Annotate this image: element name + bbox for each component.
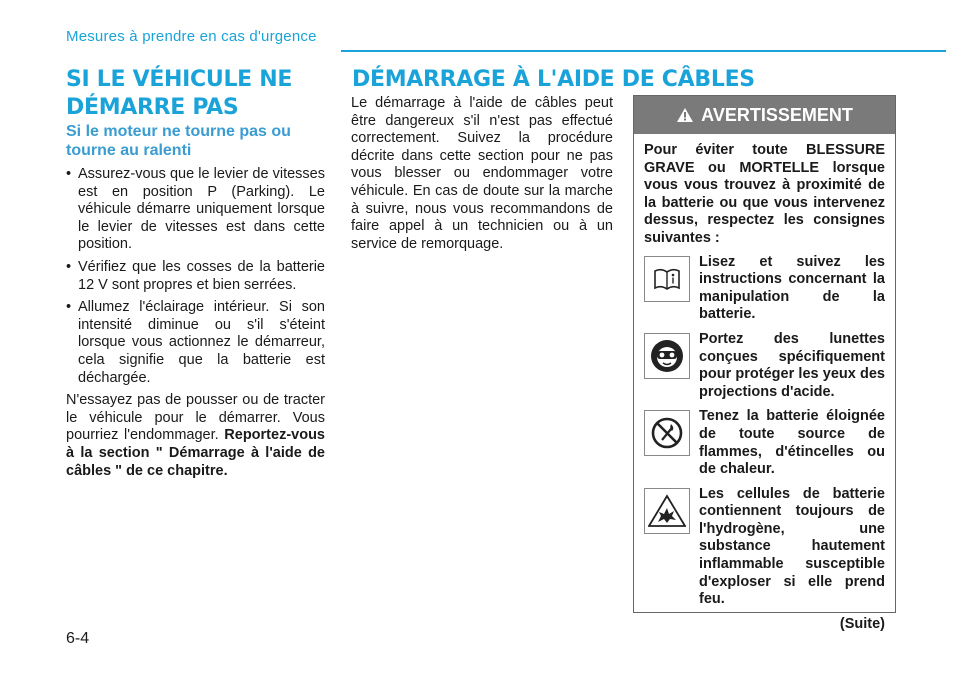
bullet-item: • Allumez l'éclairage intérieur. Si son intensité diminue ou s'il s'éteint lorsque vous actionnez le démarreur, cela signifie que la batterie est déchargée. [66,299,325,387]
left-body [66,166,325,480]
left-paragraph [66,392,325,480]
left-title-line1: SI LE VÉHICULE NE [66,67,293,92]
middle-body: Le démarrage à l'aide de câbles peut être dangereux s'il n'est pas effectué correctement. Suivez la procédure décrite dans cette section pour ne pas vous blesser ou endommager votre véhicule. En cas de doute sur la marche à suivre, nous vous recommandons de faire appel à un technicien ou à un service de remorquage. [351,95,613,252]
left-section-title [66,66,292,122]
warning-label: AVERTISSEMENT [701,104,853,125]
warning-item [644,331,885,401]
chapter-header: Mesures à prendre en cas d'urgence [66,28,317,45]
safety-goggles-icon [644,333,690,379]
warning-box [633,95,896,632]
warning-item-text: Lisez et suivez les instructions concernant la manipulation de la batterie. [699,253,885,323]
warning-item-text: Les cellules de batterie contiennent toujours de l'hydrogène, une substance hautement inflammable susceptible d'exploser si elle prend feu. [699,485,885,608]
warning-header [634,96,895,134]
warning-item-text: Portez des lunettes conçues spécifiquement pour protéger les yeux des projections d'acide. [699,330,885,400]
left-subtitle: Si le moteur ne tourne pas ou tourne au ralenti [66,123,291,159]
warning-item [644,254,885,324]
warning-intro: Pour éviter toute BLESSURE GRAVE ou MORTELLE lorsque vous vous trouvez à proximité de la batterie ou que vous intervenez dessus, respectez les consignes suivantes : [644,142,885,246]
left-paragraph-text: N'essayez pas de pousser ou de tracter le véhicule pour le démarrer. Vous pourriez l'endommager. [66,392,325,444]
page-number: 6-4 [66,630,90,647]
warning-triangle-icon [676,107,694,123]
continued-label: (Suite) [839,615,885,632]
warning-item [644,408,885,478]
bullet-item: • Assurez-vous que le levier de vitesses est en position P (Parking). Le véhicule démarre uniquement lorsque le levier de vitesses est dans cette position. [66,166,325,254]
no-flame-icon [644,410,690,456]
header-rule [341,50,946,52]
manual-book-icon [644,256,690,302]
middle-section-title: DÉMARRAGE À L'AIDE DE CÂBLES [352,67,755,92]
left-title-line2: DÉMARRE PAS [66,95,239,120]
left-paragraph-bold: Reportez-vous à la section " Démarrage à l'aide de câbles " de ce chapitre. [66,427,325,479]
warning-item [644,486,885,609]
explosion-icon [644,488,690,534]
bullet-item: • Vérifiez que les cosses de la batterie 12 V sont propres et bien serrées. [66,259,325,294]
warning-item-text: Tenez la batterie éloignée de toute source de flammes, d'étincelles ou de chaleur. [699,408,885,478]
